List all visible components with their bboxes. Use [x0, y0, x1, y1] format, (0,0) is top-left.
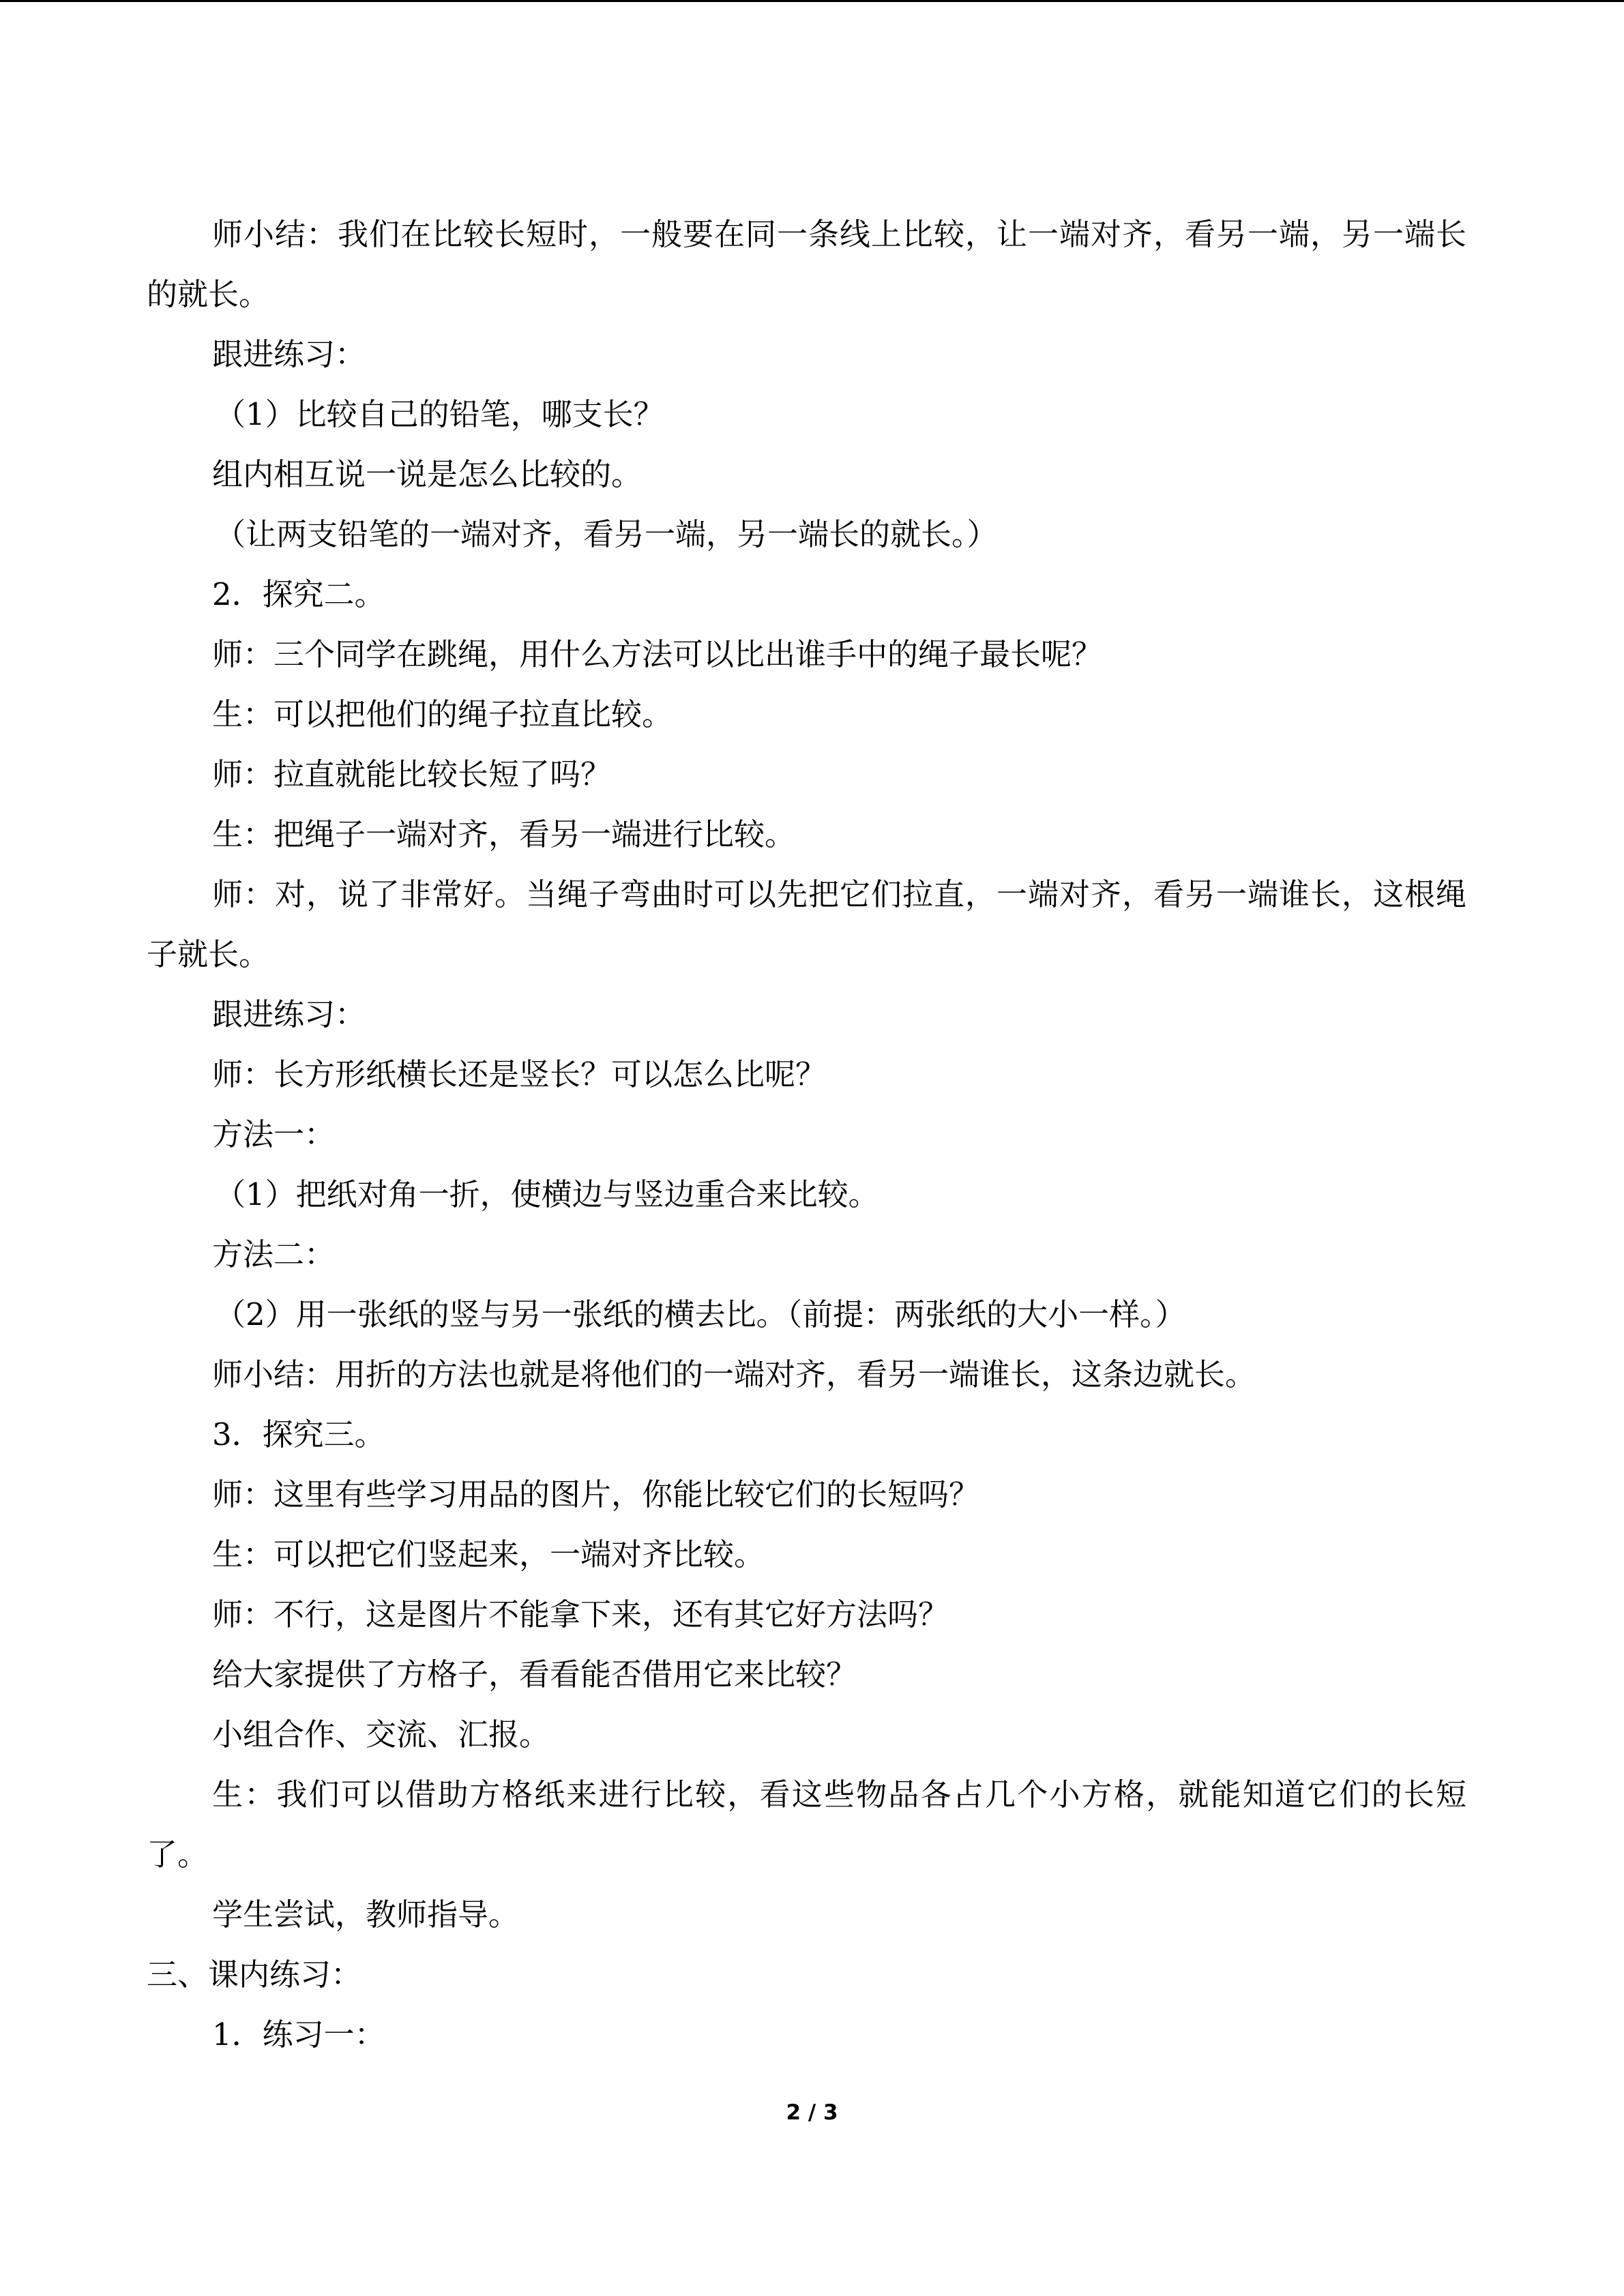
document-body — [147, 205, 1466, 2065]
paragraph-teacher-straighten: 师：拉直就能比较长短了吗？ — [212, 756, 612, 792]
paragraph-teacher-other-method: 师：不行，这是图片不能拿下来，还有其它好方法吗？ — [212, 1596, 949, 1632]
paragraph-teacher-rectangle: 师：长方形纸横长还是竖长？可以怎么比呢？ — [212, 1056, 827, 1092]
paragraph-teacher-pictures: 师：这里有些学习用品的图片，你能比较它们的长短吗？ — [212, 1476, 980, 1512]
paragraph-heading-explore-3: 3．探究三。 — [212, 1416, 385, 1452]
paragraph-heading-explore-2: 2．探究二。 — [212, 576, 385, 612]
paragraph-method-1: （1）把纸对角一折，使横边与竖边重合来比较。 — [215, 1176, 879, 1212]
paragraph-summary-2: 师小结：用折的方法也就是将他们的一端对齐，看另一端谁长，这条边就长。 — [212, 1356, 1256, 1392]
paragraph-method-1-label: 方法一： — [212, 1116, 336, 1152]
paragraph-student-rope-answer: 生：可以把他们的绳子拉直比较。 — [212, 696, 673, 732]
paragraph-follow-up-2: 跟进练习： — [212, 996, 366, 1032]
paragraph-summary-1: 师小结：我们在比较长短时，一般要在同一条线上比较，让一端对齐，看另一端，另一端长的就长。 — [147, 216, 1466, 312]
paragraph-teacher-rope-question: 师：三个同学在跳绳，用什么方法可以比出谁手中的绳子最长呢？ — [212, 636, 1103, 672]
paragraph-pencil-answer: （让两支铅笔的一端对齐，看另一端，另一端长的就长。） — [215, 516, 998, 552]
page-number: 2 / 3 — [786, 2100, 838, 2125]
paragraph-group-discuss: 组内相互说一说是怎么比较的。 — [212, 456, 643, 492]
paragraph-student-try: 学生尝试，教师指导。 — [212, 1896, 520, 1933]
paragraph-group-work: 小组合作、交流、汇报。 — [212, 1716, 550, 1753]
paragraph-practice-1: 1．练习一： — [212, 2016, 385, 2053]
paragraph-teacher-rope-summary: 师：对，说了非常好。当绳子弯曲时可以先把它们拉直，一端对齐，看另一端谁长，这根绳子就长。 — [147, 876, 1466, 972]
paragraph-grid-provided: 给大家提供了方格子，看看能否借用它来比较？ — [212, 1656, 857, 1693]
paragraph-follow-up-1: 跟进练习： — [212, 336, 366, 372]
section-heading-in-class-practice: 三、课内练习： — [147, 1956, 362, 1993]
paragraph-method-2: （2）用一张纸的竖与另一张纸的横去比。（前提：两张纸的大小一样。） — [215, 1296, 1186, 1332]
paragraph-student-align: 生：把绳子一端对齐，看另一端进行比较。 — [212, 816, 796, 852]
paragraph-exercise-pencil: （1）比较自己的铅笔，哪支长？ — [215, 396, 664, 432]
paragraph-student-upright: 生：可以把它们竖起来，一端对齐比较。 — [212, 1536, 765, 1572]
paragraph-student-grid-answer: 生：我们可以借助方格纸来进行比较，看这些物品各占几个小方格，就能知道它们的长短了。 — [147, 1776, 1466, 1873]
top-border-line — [0, 0, 1624, 2]
paragraph-method-2-label: 方法二： — [212, 1236, 336, 1272]
